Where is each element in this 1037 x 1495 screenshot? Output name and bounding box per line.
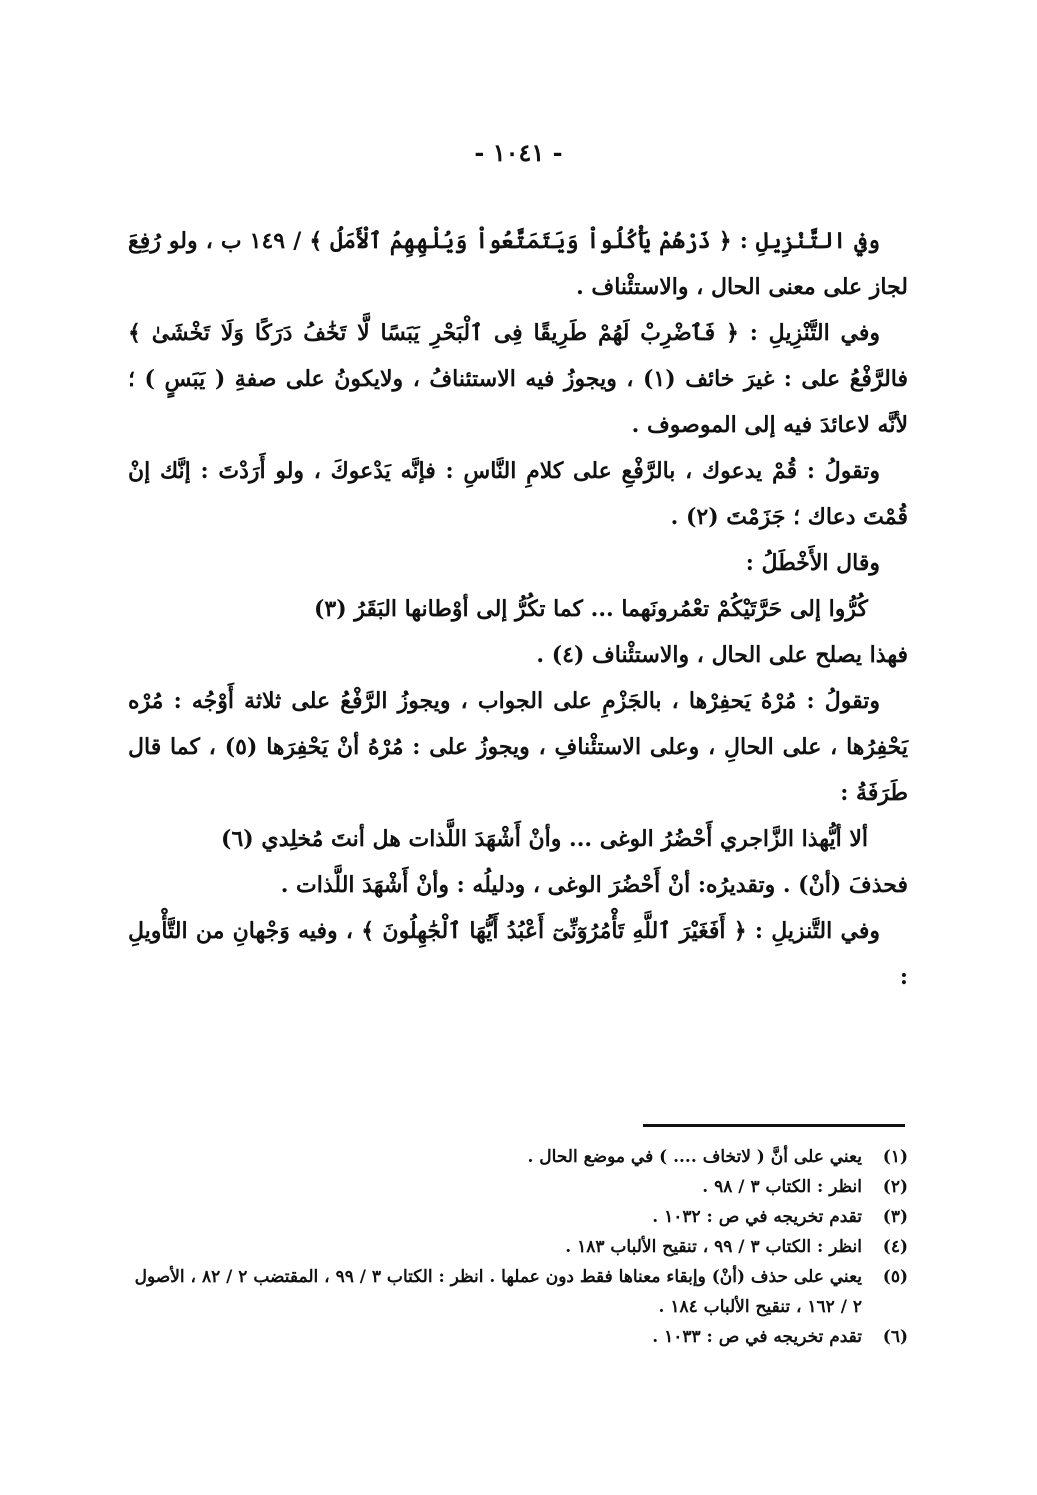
footnote-item bbox=[128, 1262, 908, 1322]
paragraph: فحذفَ (أنْ) . وتقديرُه: أنْ أَحْضُرَ الوغى ، ودليلُه : وأنْ أَشْهَدَ اللَّذات . bbox=[280, 872, 908, 898]
footnote-number: (٦) bbox=[882, 1327, 908, 1347]
footnote-number: (٥) bbox=[882, 1267, 908, 1287]
footnote-number: (١) bbox=[882, 1147, 908, 1167]
footnote-number: (٤) bbox=[882, 1237, 908, 1257]
paragraph: وقال الأَخْطَلُ : bbox=[745, 550, 880, 576]
footnotes bbox=[128, 1142, 908, 1352]
footnote-item bbox=[128, 1232, 908, 1262]
footnote-item bbox=[128, 1142, 908, 1172]
verse-line: كُرُّوا إلى حَرَّتَيْكُمْ تعْمُرونَهما ... كما تكُرُّ إلى أوْطانها البَقَرُ (٣) bbox=[313, 596, 868, 622]
paragraph: فهذا يصلح على الحال ، والاستئْناف (٤) . bbox=[536, 642, 908, 668]
footnote-text: انظر : الكتاب ٣ / ٩٩ ، تنقيح الألباب ١٨٣ . bbox=[565, 1237, 862, 1257]
footnote-number: (٢) bbox=[882, 1177, 908, 1197]
footnote-text: انظر : الكتاب ٣ / ٩٨ . bbox=[702, 1177, 862, 1197]
footnote-text: تقدم تخريجه في ص : ١٠٣٢ . bbox=[652, 1207, 862, 1227]
paragraph: وفي التَّنْزِيلِ : ﴿ ذَرْهُمْ يَأْكُلُواْ وَيَتَمَتَّعُواْ وَيُلْهِهِمُ ٱلْأَمَلُ ﴾ / ١٤٩ ب ، ولو رُفِعَ لجاز على معنى الحال ، والاستئْناف . bbox=[128, 228, 908, 300]
footnote-item bbox=[128, 1202, 908, 1232]
footnote-text: تقدم تخريجه في ص : ١٠٣٣ . bbox=[652, 1327, 862, 1347]
footnote-item bbox=[128, 1322, 908, 1352]
paragraph: وفي التَّنزيلِ : ﴿ أَفَغَيْرَ ٱللَّهِ تَأْمُرُوٓنِّىٓ أَعْبُدُ أَيُّهَا ٱلْجَٰهِلُونَ ﴾ ، وفيه وَجْهانِ من التَّأْويلِ : bbox=[128, 918, 908, 990]
footnote-text: يعني على حذف (أنْ) وإبقاء معناها فقط دون عملها . انظر : الكتاب ٣ / ٩٩ ، المقتضب ٢ / ٨٢ ، الأصول ٢ / ١٦٢ ، تنقيح الألباب ١٨٤ . bbox=[134, 1267, 862, 1317]
page-number: - ١٠٤١ - bbox=[474, 138, 563, 167]
paragraph: وفي التَّنْزِيلِ : ﴿ فَٱضْرِبْ لَهُمْ طَرِيقًا فِى ٱلْبَحْرِ يَبَسًا لَّا تَخَٰفُ دَرَكًا وَلَا تَخْشَىٰ ﴾ فالرَّفْعُ على : غيرَ خائف (١) ، ويجوزُ فيه الاستئنافُ ، ولايكونُ على صفةِ ( يَبَسٍ ) ؛ لأنَّه لاعائدَ فيه إلى الموصوف . bbox=[128, 320, 908, 438]
paragraph: وتقولُ : مُرْهُ يَحفِرْها ، بالجَزْمِ على الجواب ، ويجوزُ الرَّفْعُ على ثلاثة أَوْجُه : مُرْه يَحْفِرُها ، على الحالِ ، وعلى الاستئْنافِ ، ويجوزُ على : مُرْهُ أنْ يَحْفِرَها (٥) ، كما قال طَرَفَةُ : bbox=[128, 688, 908, 806]
footnote-number: (٣) bbox=[882, 1207, 908, 1227]
footnote-text: يعني على أنَّ ( لاتخاف .... ) في موضع الحال . bbox=[527, 1147, 862, 1167]
footnote-item bbox=[128, 1172, 908, 1202]
verse-line: ألا أيُّهذا الزَّاجري أَحْضُرُ الوغى ... وأنْ أَشْهَدَ اللَّذات هل أنتَ مُخلِدي (٦) bbox=[221, 826, 868, 852]
footnote-divider bbox=[643, 1124, 905, 1127]
paragraph: وتقولُ : قُمْ يدعوك ، بالرَّفْعِ على كلامِ النَّاسِ : فإنَّه يَدْعوكَ ، ولو أَرَدْتَ : إنَّك إنْ قُمْتَ دعاك ؛ جَزَمْتَ (٢) . bbox=[128, 458, 908, 530]
main-text bbox=[128, 218, 908, 1000]
